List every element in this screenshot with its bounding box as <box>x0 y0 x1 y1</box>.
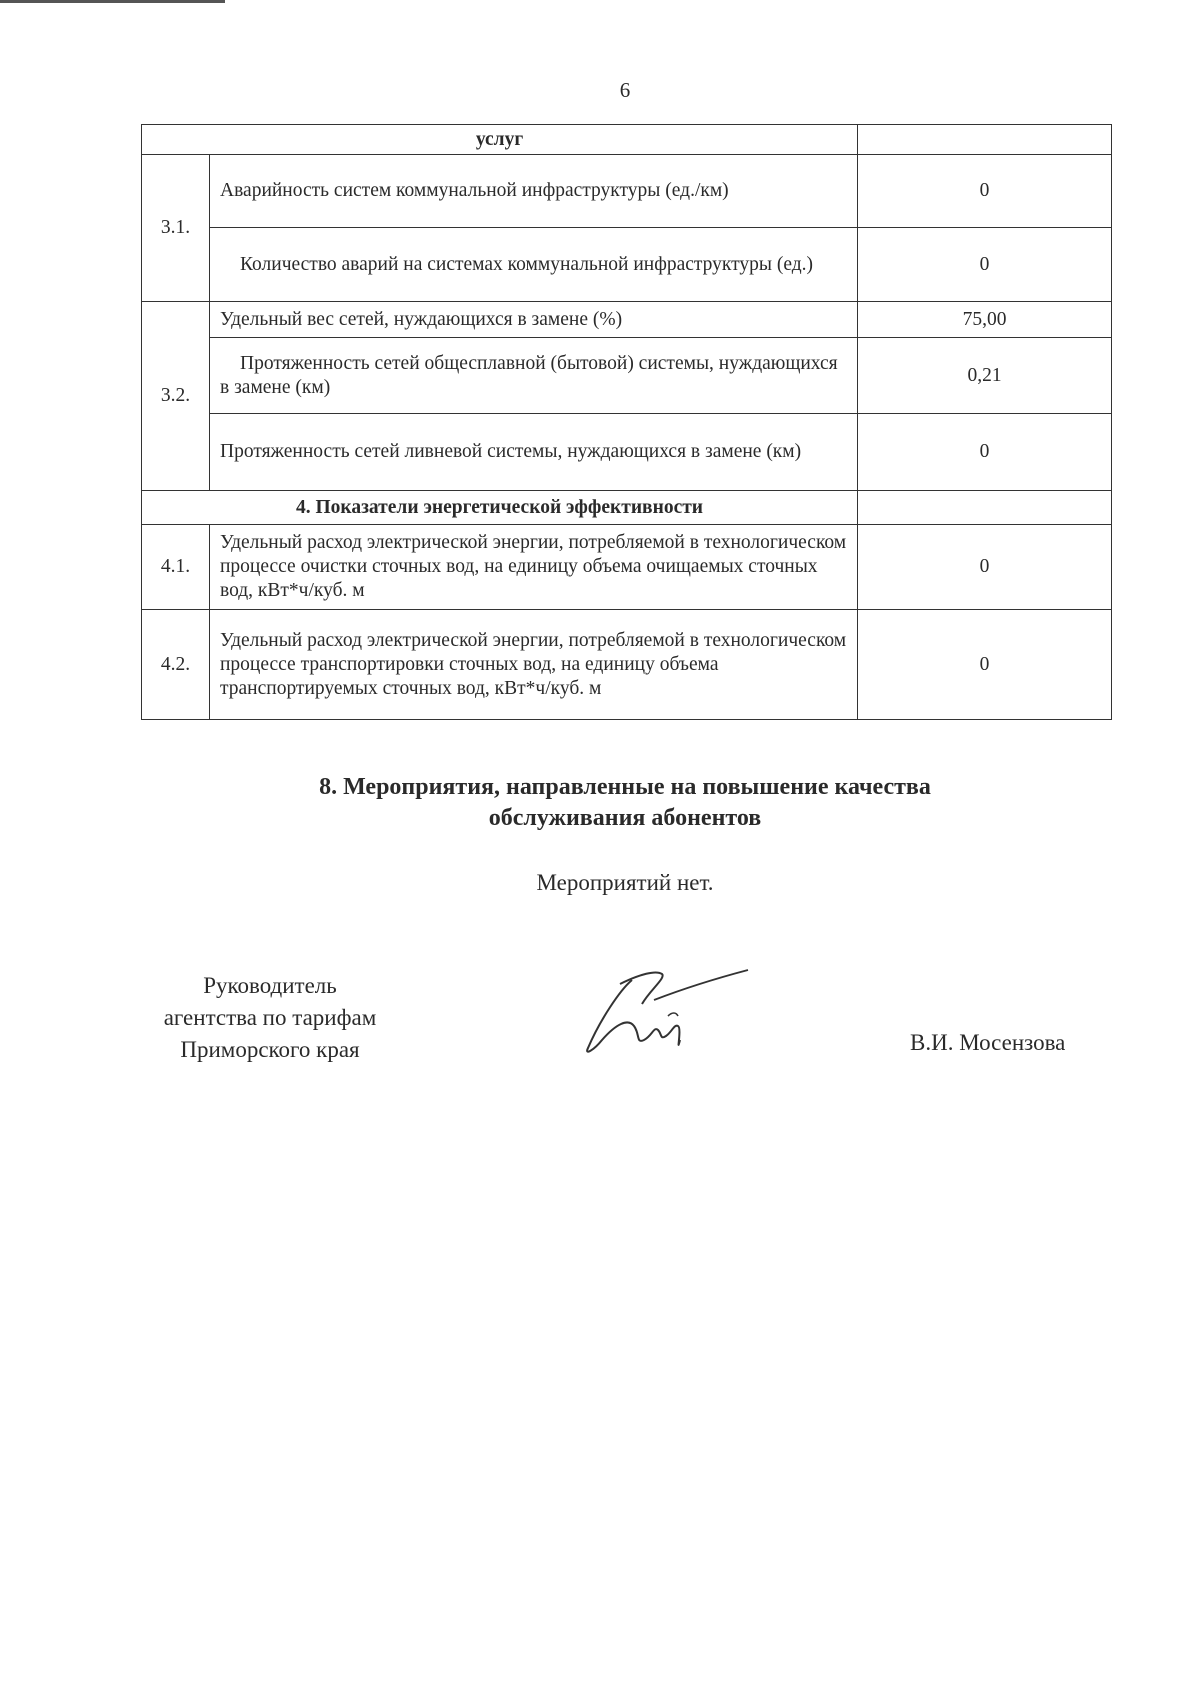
indicator-value: 75,00 <box>858 302 1112 338</box>
section-header-label: услуг <box>475 128 524 150</box>
indicator-description: Протяженность сетей общесплавной (бытовой) системы, нуждающихся в замене (км) <box>210 338 858 414</box>
table-row <box>142 125 1112 155</box>
row-number-cell: 4.1. <box>142 525 210 610</box>
row-number-cell: 4.2. <box>142 610 210 720</box>
table-row <box>142 155 1112 228</box>
indicator-value: 0 <box>858 155 1112 228</box>
signer-name: В.И. Мосензова <box>910 1030 1066 1055</box>
table-row <box>142 302 1112 338</box>
signer-position-line-3: Приморского края <box>180 1037 360 1062</box>
indicator-value: 0,21 <box>858 338 1112 414</box>
row-number-cell: 3.1. <box>142 155 210 302</box>
indicators-table <box>141 124 1112 720</box>
section-header-cell <box>142 125 858 155</box>
table-row <box>142 525 1112 610</box>
section-header-cell <box>142 491 858 525</box>
indicator-description: Удельный расход электрической энергии, потребляемой в технологическом процессе транспортировки сточных вод, на единицу объема транспортируемых сточных вод, кВт*ч/куб. м <box>210 610 858 720</box>
indicator-value: 0 <box>858 414 1112 491</box>
handwritten-signature <box>580 960 760 1065</box>
section-8-body: Мероприятий нет. <box>536 870 714 895</box>
row-number-cell: 3.2. <box>142 302 210 491</box>
signer-position-line-2: агентства по тарифам <box>163 1005 377 1030</box>
section-8-title <box>0 772 1200 834</box>
indicator-value: 0 <box>858 525 1112 610</box>
indicator-description: Аварийность систем коммунальной инфраструктуры (ед./км) <box>210 155 858 228</box>
empty-value-cell <box>858 491 1112 525</box>
indicator-description: Количество аварий на системах коммунальной инфраструктуры (ед.) <box>210 228 858 302</box>
signer-position-line-1: Руководитель <box>203 973 337 998</box>
scan-edge-mark <box>0 0 225 3</box>
table-row <box>142 338 1112 414</box>
empty-value-cell <box>858 125 1112 155</box>
section-8-title-line-1: 8. Мероприятия, направленные на повышение качества <box>319 774 931 800</box>
table-row <box>142 414 1112 491</box>
section-8-title-line-2: обслуживания абонентов <box>488 805 762 831</box>
indicator-description: Протяженность сетей ливневой системы, нуждающихся в замене (км) <box>210 414 858 491</box>
page-number: 6 <box>619 78 631 102</box>
indicator-description: Удельный вес сетей, нуждающихся в замене (%) <box>210 302 858 338</box>
signature-drawing <box>580 960 760 1060</box>
indicator-value: 0 <box>858 228 1112 302</box>
indicator-description: Удельный расход электрической энергии, потребляемой в технологическом процессе очистки сточных вод, на единицу объема очищаемых сточных вод, кВт*ч/куб. м <box>210 525 858 610</box>
table-row <box>142 610 1112 720</box>
table-row <box>142 491 1112 525</box>
section-header-label: 4. Показатели энергетической эффективности <box>295 496 704 518</box>
table-row <box>142 228 1112 302</box>
signer-position <box>140 970 400 1066</box>
indicator-value: 0 <box>858 610 1112 720</box>
